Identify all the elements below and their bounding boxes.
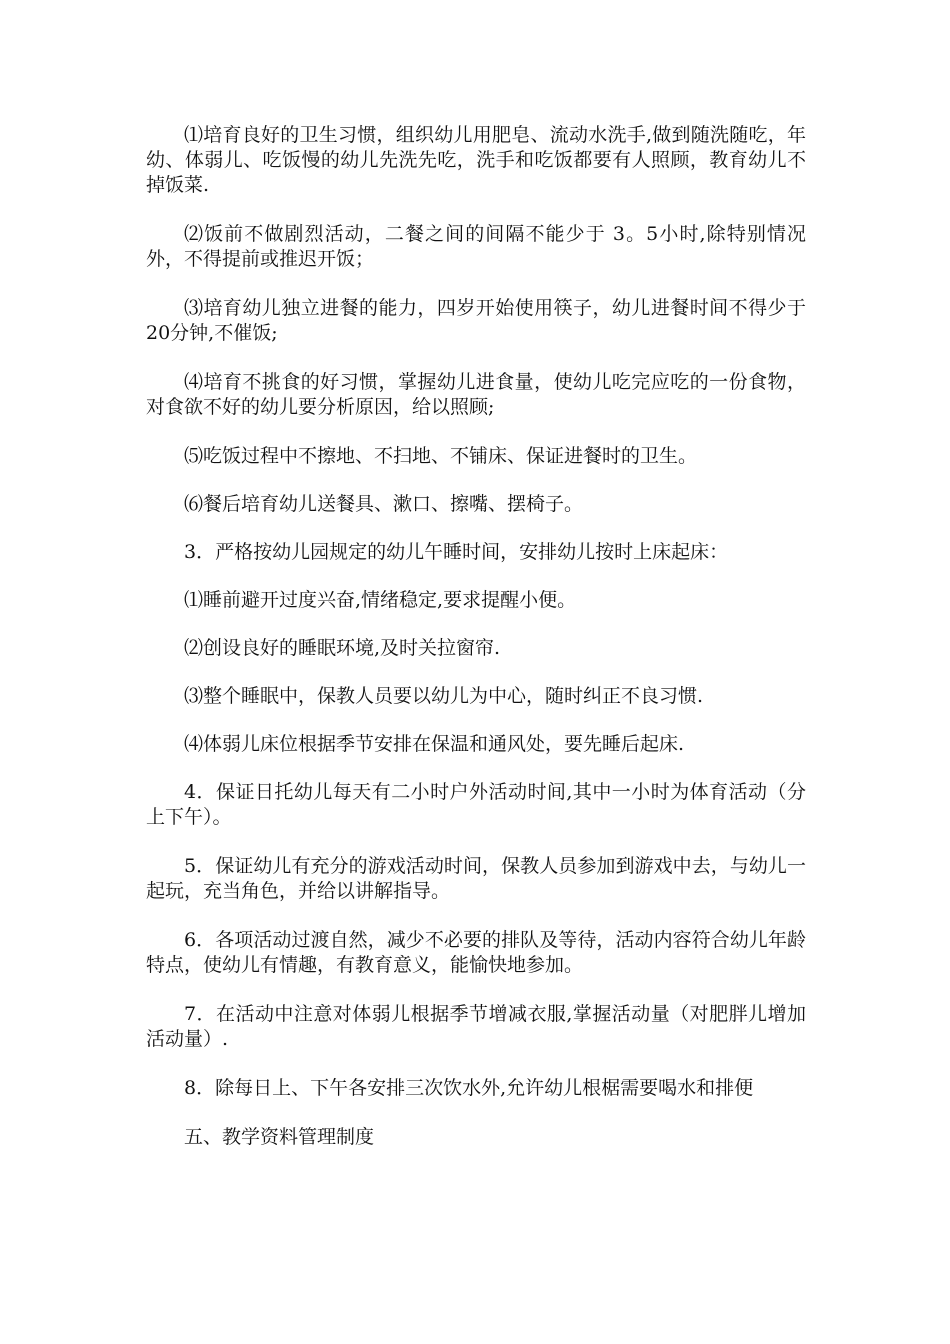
paragraph-before-sleep: ⑴睡前避开过度兴奋,情绪稳定,要求提醒小便。	[184, 589, 577, 611]
paragraph-nap-time: 3．严格按幼儿园规定的幼儿午睡时间，安排幼儿按时上床起床：	[184, 541, 729, 563]
paragraph-weak-child-bed: ⑷体弱儿床位根据季节安排在保温和通风处，要先睡后起床.	[184, 733, 685, 755]
paragraph-independent-eating: ⑶培育幼儿独立进餐的能力，四岁开始使用筷子，幼儿进餐时间不得少于 20分钟,不催饭;	[146, 297, 806, 344]
section-heading-teaching-materials: 五、教学资料管理制度	[184, 1126, 375, 1148]
paragraph-drinking-water: 8．除每日上、下午各安排三次饮水外,允许幼儿根椐需要喝水和排便	[184, 1077, 754, 1099]
paragraph-meal-interval: ⑵饭前不做剧烈活动，二餐之间的间隔不能少于 3。5小时,除特别情况外，不得提前或推迟开饭；	[146, 223, 806, 270]
paragraph-during-sleep: ⑶整个睡眠中，保教人员要以幼儿为中心，随时纠正不良习惯.	[184, 685, 704, 707]
paragraph-hygiene-habits: ⑴培育良好的卫生习惯，组织幼儿用肥皂、流动水洗手,做到随洗随吃，年幼、体弱儿、吃饭慢的幼儿先洗先吃，洗手和吃饭都要有人照顾，教育幼儿不掉饭菜.	[146, 124, 806, 196]
paragraph-after-meal: ⑹餐后培育幼儿送餐具、漱口、擦嘴、摆椅子。	[184, 493, 584, 515]
paragraph-game-time: 5．保证幼儿有充分的游戏活动时间，保教人员参加到游戏中去，与幼儿一起玩，充当角色，并给以讲解指导。	[146, 855, 806, 902]
paragraph-no-picky-eating: ⑷培育不挑食的好习惯，掌握幼儿进食量，使幼儿吃完应吃的一份食物，对食欲不好的幼儿要分析原因，给以照顾;	[146, 371, 806, 418]
document-body	[146, 123, 806, 1173]
paragraph-outdoor-activity: 4．保证日托幼儿每天有二小时户外活动时间,其中一小时为体育活动（分上下午）。	[146, 781, 806, 828]
paragraph-sleep-environment: ⑵创设良好的睡眠环境,及时关拉窗帘.	[184, 637, 501, 659]
paragraph-activity-clothing: 7．在活动中注意对体弱儿根据季节增减衣服,掌握活动量（对肥胖儿增加活动量）.	[146, 1003, 806, 1050]
paragraph-activity-transition: 6．各项活动过渡自然，减少不必要的排队及等待，活动内容符合幼儿年龄特点，使幼儿有情趣，有教育意义，能愉快地参加。	[146, 929, 806, 976]
paragraph-meal-hygiene: ⑸吃饭过程中不擦地、不扫地、不铺床、保证进餐时的卫生。	[184, 445, 698, 467]
